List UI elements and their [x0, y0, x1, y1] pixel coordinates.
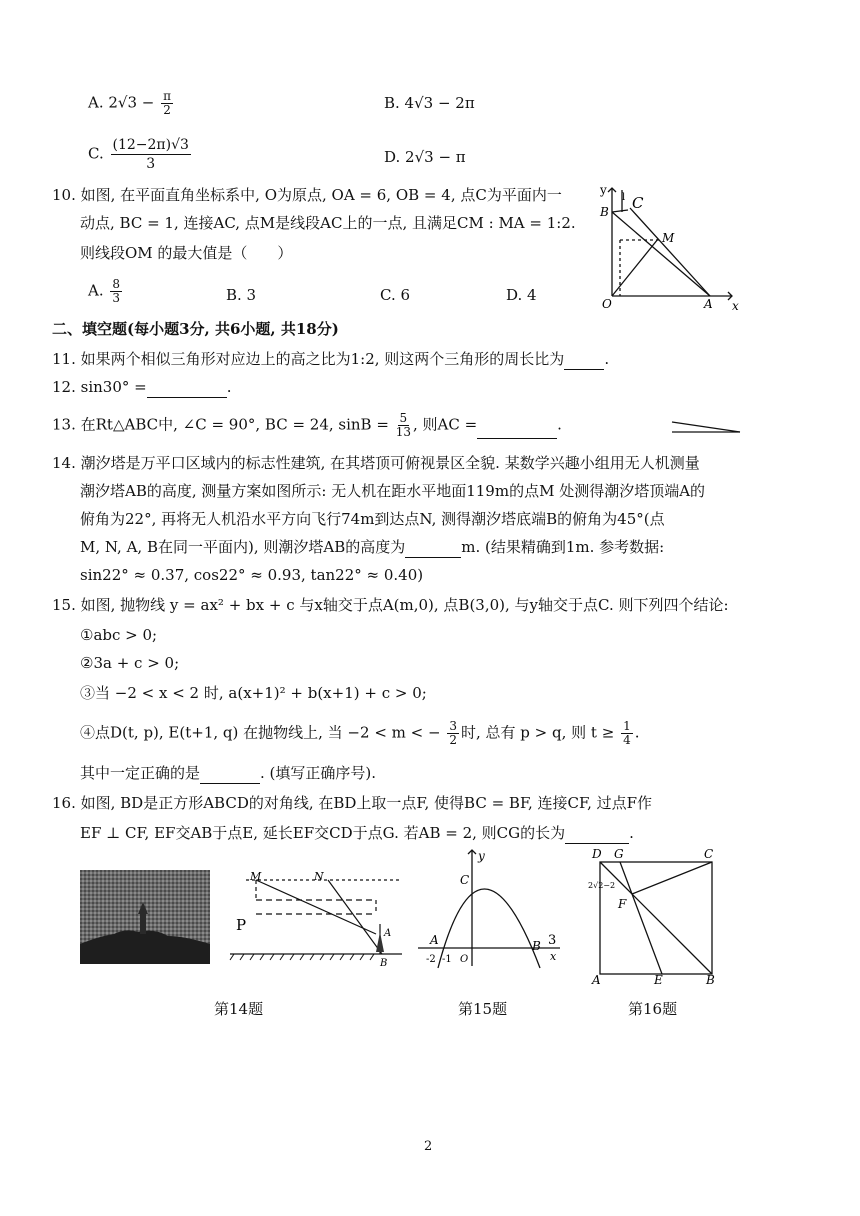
q13-answer-blank[interactable] — [477, 422, 557, 439]
fig15-3-label: 3 — [548, 933, 557, 948]
q15-figure — [414, 846, 564, 970]
q15-c4-fraction — [447, 720, 459, 747]
frac-den: 3 — [146, 156, 156, 172]
q14-diagram — [226, 868, 406, 968]
fig15-y-label: y — [478, 849, 485, 863]
q14-line4a: M, N, A, B在同一平面内), 则潮汐塔AB的高度为 — [80, 538, 406, 556]
ground-hatch — [230, 954, 374, 960]
q9-option-a-text: A. 2√3 − — [88, 93, 155, 112]
fig16-caption: 第16题 — [628, 1000, 678, 1018]
frac-den: 2 — [163, 103, 171, 117]
fig16-F-label: F — [618, 897, 627, 911]
page-number: 2 — [424, 1139, 433, 1154]
q10-option-a — [88, 278, 124, 305]
fig14-B-label: B — [380, 958, 388, 968]
fig15-A-label: A — [430, 933, 439, 947]
frac-num: 3 — [449, 719, 457, 733]
q9-option-a — [88, 90, 175, 117]
q15-c4b: 时, 总有 p > q, 则 t ≥ — [460, 723, 615, 742]
fig16-B-label: B — [706, 973, 715, 986]
q11-answer-blank[interactable] — [564, 353, 604, 370]
fig14-P-label: P — [236, 916, 247, 934]
frac-num: (12−2π)√3 — [112, 137, 189, 153]
q15-tail-b: . (填写正确序号). — [260, 764, 377, 782]
q12-text: 12. sin30° = — [52, 378, 147, 396]
q15-c4a: ④点D(t, p), E(t+1, q) 在抛物线上, 当 −2 < m < − — [80, 723, 441, 742]
q15-c4-end: . — [634, 723, 640, 742]
frac-den: 2 — [449, 733, 457, 747]
q16-line1: 16. 如图, BD是正方形ABCD的对角线, 在BD上取一点F, 使得BC = BF, 连接CF, 过点F作 — [52, 794, 653, 812]
q10-option-a-fraction — [110, 278, 122, 305]
fig10-A-label: A — [704, 297, 713, 311]
fig10-x-label: x — [732, 299, 739, 313]
fig14-N-label: N — [314, 870, 324, 883]
q10-option-b: B. 3 — [226, 286, 257, 304]
fig15-O-label: O — [460, 954, 469, 965]
q14-line3: 俯角为22°, 再将无人机沿水平方向飞行74m到达点N, 测得潮汐塔底端B的俯角为45°(点 — [80, 510, 665, 528]
q15-tail-a: 其中一定正确的是 — [80, 764, 201, 782]
q14-answer-blank[interactable] — [405, 541, 461, 558]
fig16-G-label: G — [614, 847, 624, 861]
q15-line1: 15. 如图, 抛物线 y = ax² + bx + c 与x轴交于点A(m,0), 点B(3,0), 与y轴交于点C. 则下列四个结论: — [52, 596, 729, 614]
q11 — [52, 348, 609, 370]
sight-line-MA — [256, 880, 376, 934]
q15-c4-fraction2 — [621, 720, 633, 747]
q13-figure — [670, 412, 742, 436]
fig16-side-label: 2√2−2 — [588, 881, 616, 890]
q14-line1: 14. 潮汐塔是万平口区域内的标志性建筑, 在其塔顶可俯视景区全貌. 某数学兴趣小组用无人机测量 — [52, 454, 700, 472]
q16-figure — [588, 846, 728, 986]
fig10-B-label: B — [600, 205, 609, 219]
section-heading: 二、填空题(每小题3分, 共6小题, 共18分) — [52, 320, 339, 338]
q10-option-c: C. 6 — [380, 286, 411, 304]
segment-BA — [612, 212, 710, 296]
q13-fraction — [396, 412, 411, 439]
q10-line3: 则线段OM 的最大值是（ ） — [80, 244, 293, 262]
q9-option-b: B. 4√3 − 2π — [384, 94, 475, 112]
frac-den: 3 — [112, 291, 121, 305]
fig16-E-label: E — [654, 973, 663, 986]
q14-line5: sin22° ≈ 0.37, cos22° ≈ 0.93, tan22° ≈ 0.40) — [80, 566, 424, 584]
fig10-l-label: l — [622, 192, 626, 203]
fig15-caption: 第15题 — [458, 1000, 508, 1018]
q13-end: . — [557, 415, 562, 434]
fig15-tick-minus2: -2 — [426, 954, 436, 965]
q10-option-a-prefix: A. — [88, 281, 104, 300]
fig15-C-label: C — [460, 873, 470, 887]
fig15-x-label: x — [550, 950, 557, 963]
q9-option-c — [88, 136, 193, 173]
frac-num: 1 — [623, 719, 631, 733]
q10-line1: 10. 如图, 在平面直角坐标系中, O为原点, OA = 6, OB = 4, 点C为平面内一 — [52, 186, 562, 204]
q14-line4b: m. (结果精确到1m. 参考数据: — [461, 538, 665, 556]
segment-CA — [630, 208, 710, 296]
q15-tail — [80, 762, 376, 784]
q10-option-d: D. 4 — [506, 286, 537, 304]
q10-line2: 动点, BC = 1, 连接AC, 点M是线段AC上的一点, 且满足CM : MA = 1:2. — [80, 214, 576, 232]
q9-option-a-fraction — [161, 90, 173, 117]
q9-option-c-fraction — [111, 136, 191, 173]
q16-line2b: . — [629, 824, 634, 842]
q9-option-c-prefix: C. — [88, 144, 104, 163]
fig15-B-label: B — [532, 939, 541, 953]
q15-conclusion-1: ①abc > 0; — [80, 626, 158, 644]
q12-end: . — [226, 378, 232, 396]
fig14-A-label: A — [384, 928, 392, 939]
q10-figure — [592, 184, 742, 314]
q15-conclusion-3: ③当 −2 < x < 2 时, a(x+1)² + b(x+1) + c > 0; — [80, 684, 427, 702]
q9-option-d: D. 2√3 − π — [384, 148, 466, 166]
q15-answer-blank[interactable] — [200, 767, 260, 784]
fig14-M-label: M — [250, 870, 262, 883]
q13-text2: , 则AC = — [412, 415, 478, 434]
frac-den: 4 — [623, 733, 631, 747]
q11-text: 11. 如果两个相似三角形对应边上的高之比为1:2, 则这两个三角形的周长比为 — [52, 350, 565, 368]
tower-shape — [376, 932, 384, 952]
segment-BC — [612, 210, 628, 212]
fig10-O-label: O — [602, 297, 612, 311]
q13 — [52, 412, 562, 439]
fig16-D-label: D — [592, 847, 602, 861]
fig14-caption: 第14题 — [214, 1000, 264, 1018]
line-CF — [632, 862, 712, 894]
frac-den: 13 — [395, 425, 411, 439]
q16-line2a: EF ⊥ CF, EF交AB于点E, 延长EF交CD于点G. 若AB = 2, 则CG的长为 — [80, 824, 566, 842]
frac-num: π — [163, 89, 172, 103]
q16-line2 — [80, 822, 634, 844]
q15-conclusion-2: ②3a + c > 0; — [80, 654, 180, 672]
q11-end: . — [604, 350, 610, 368]
fig16-C-label: C — [704, 847, 714, 861]
fig10-M-label: M — [662, 231, 675, 245]
parabola — [438, 889, 540, 968]
q13-text: 13. 在Rt△ABC中, ∠C = 90°, BC = 24, sinB = — [52, 415, 389, 434]
q15-conclusion-4 — [80, 720, 639, 747]
q14-photo — [80, 870, 210, 964]
q14-line2: 潮汐塔AB的高度, 测量方案如图所示: 无人机在距水平地面119m的点M 处测得潮汐塔顶端A的 — [80, 482, 706, 500]
sight-line-NB — [328, 880, 382, 954]
q13-hyp-line — [672, 422, 740, 432]
q16-answer-blank[interactable] — [565, 827, 629, 844]
fig16-A-label: A — [592, 973, 601, 986]
frac-num: 8 — [112, 277, 121, 291]
q14-line4 — [80, 536, 664, 558]
q12-answer-blank[interactable] — [147, 381, 227, 398]
fig15-tick-minus1: -1 — [442, 954, 452, 965]
frac-num: 5 — [399, 411, 408, 425]
segment-OM — [612, 239, 658, 296]
fig10-y-label: y — [600, 184, 607, 197]
q12 — [52, 376, 231, 398]
fig10-C-label: C — [632, 194, 644, 212]
